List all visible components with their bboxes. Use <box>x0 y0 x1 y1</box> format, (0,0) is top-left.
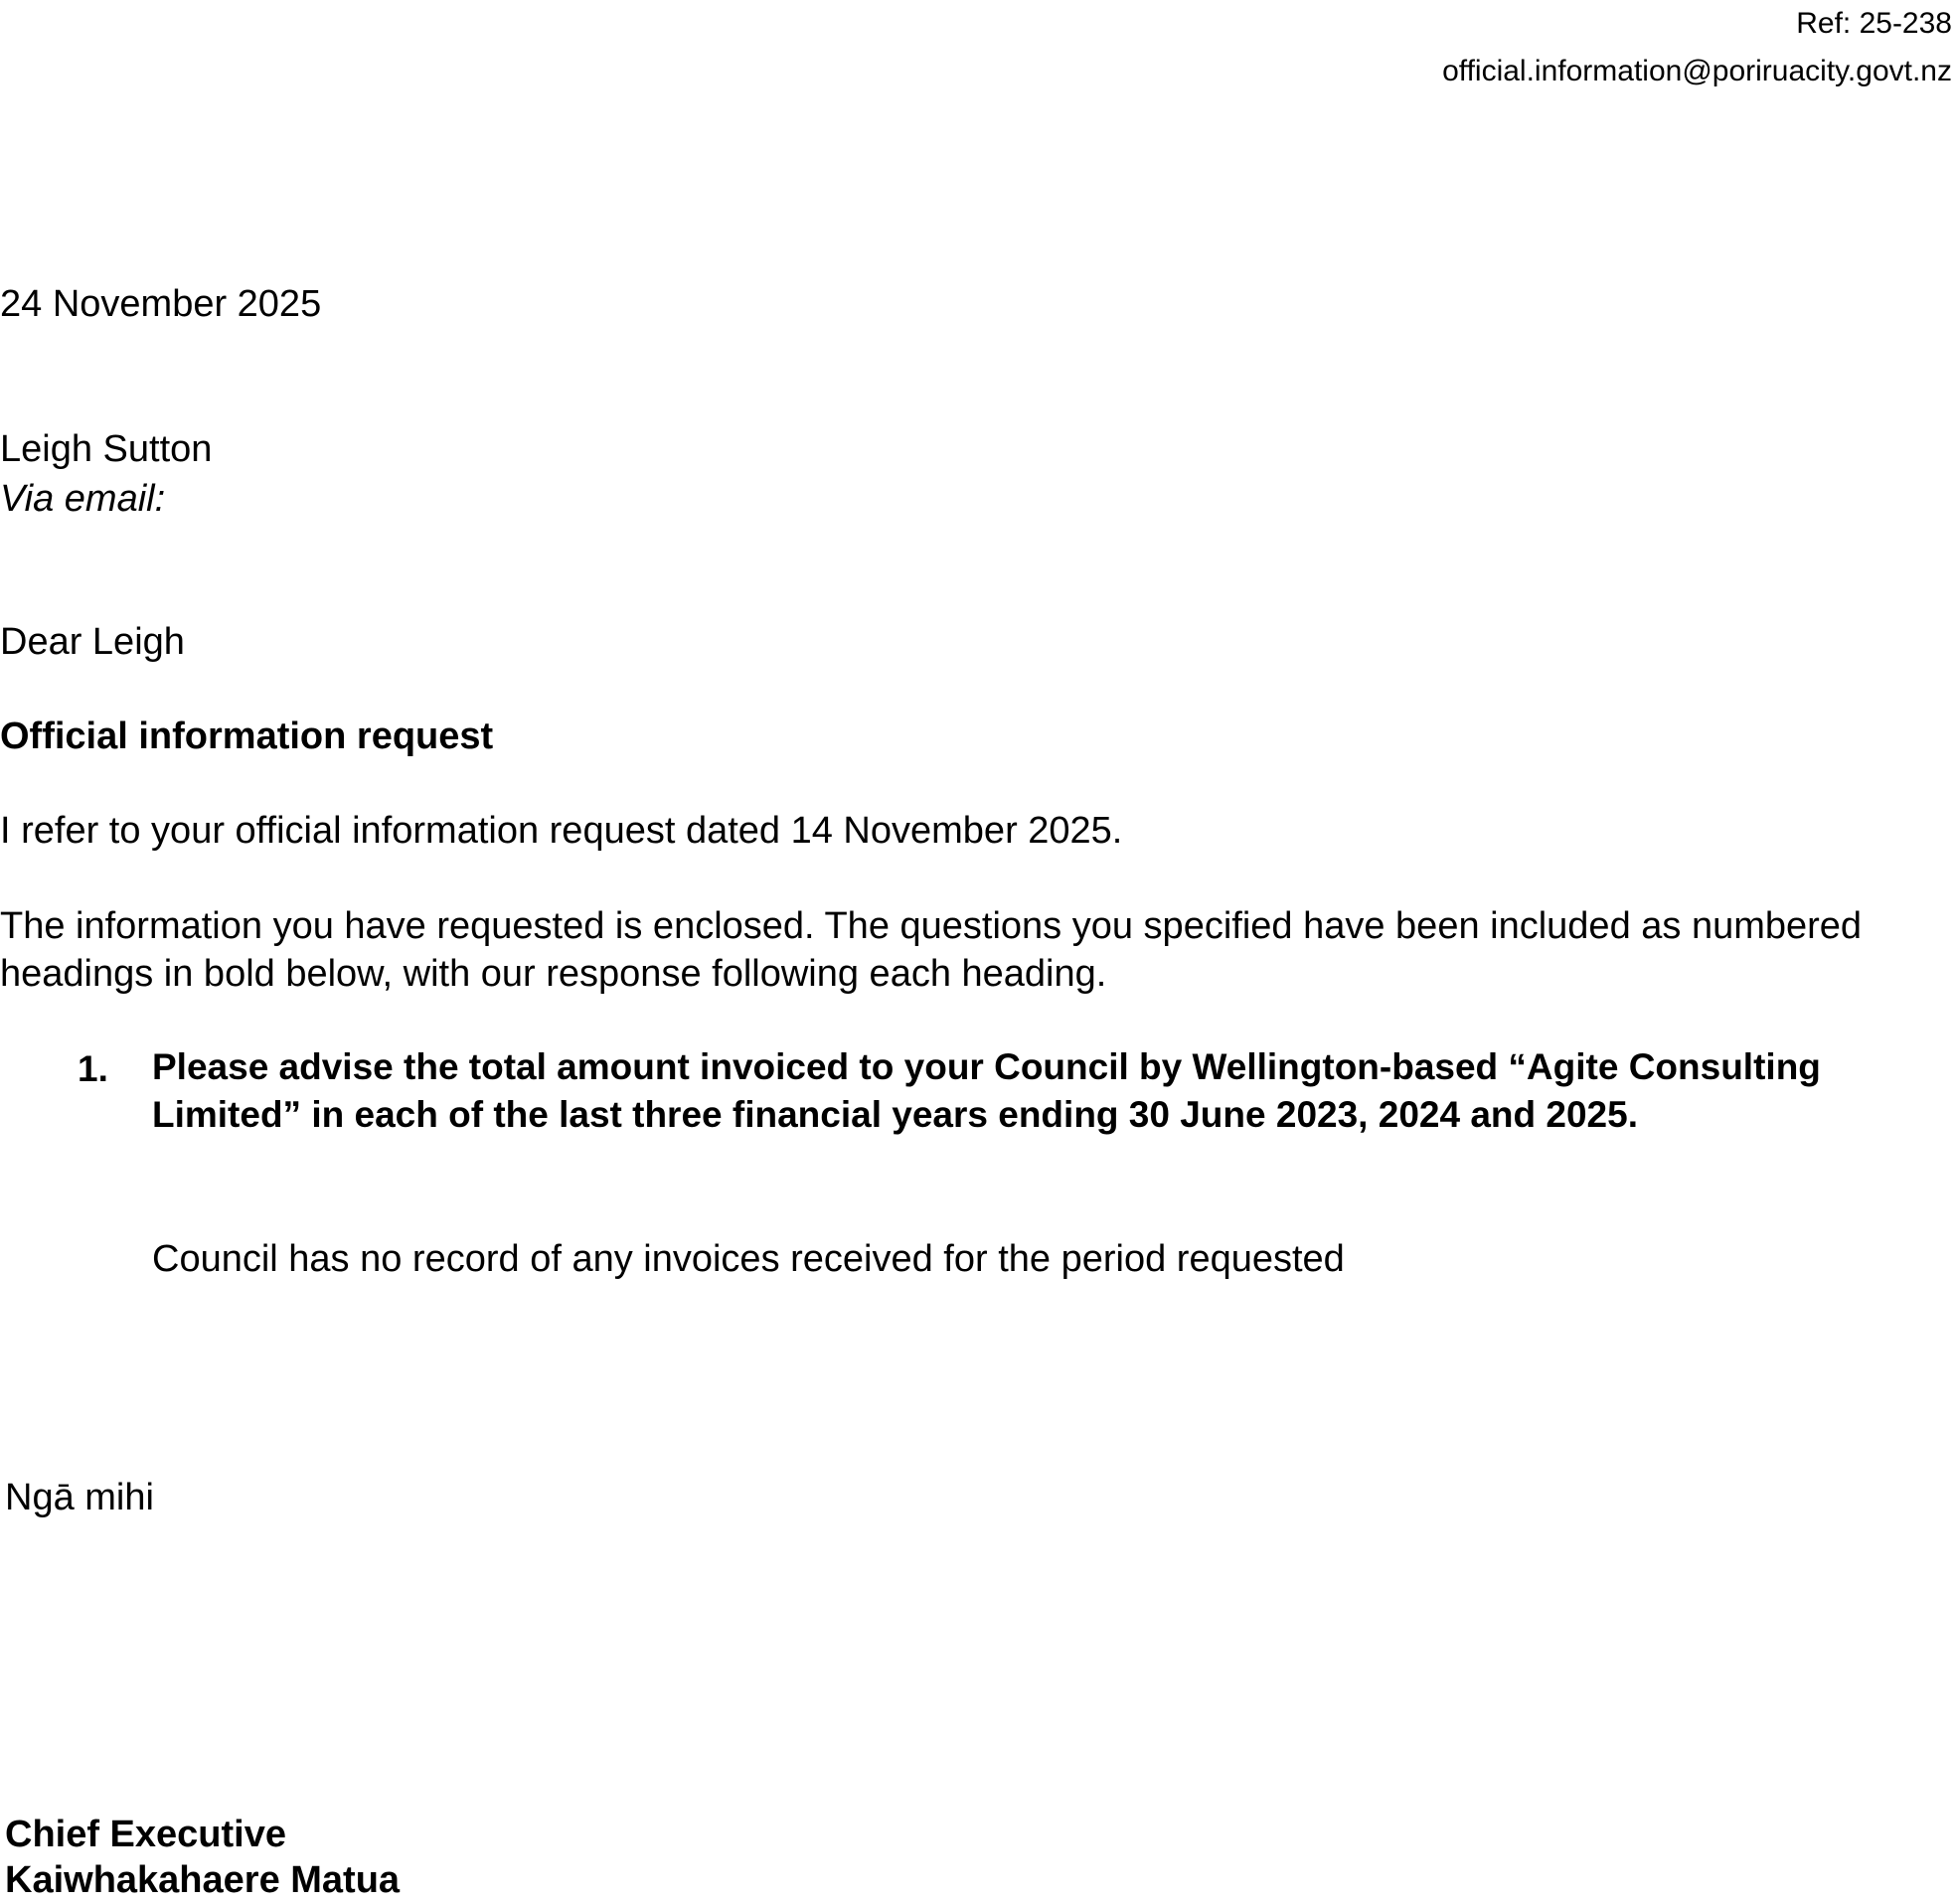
contact-email: official.information@poriruacity.govt.nz <box>1442 55 1952 87</box>
subject-heading: Official information request <box>0 715 494 757</box>
question-heading: Please advise the total amount invoiced to your Council by Wellington-based “Agite Consulting Limited” in each of the last three financial years ending 30 June 2023, 2024 and 2025. <box>152 1046 1821 1135</box>
salutation: Dear Leigh <box>0 621 185 663</box>
intro-paragraph: I refer to your official information request dated 14 November 2025. <box>0 810 1123 852</box>
signatory-title-maori: Kaiwhakahaere Matua <box>5 1859 401 1901</box>
question-number: 1. <box>78 1048 108 1089</box>
reference-number: Ref: 25-238 <box>1796 7 1952 40</box>
signatory-title: Chief Executive <box>5 1814 286 1855</box>
signoff: Ngā mihi <box>5 1477 154 1518</box>
letter-date: 24 November 2025 <box>0 283 322 325</box>
reference-block <box>1442 0 1952 95</box>
question-response: Council has no record of any invoices received for the period requested <box>152 1238 1345 1280</box>
recipient-name: Leigh Sutton <box>0 428 213 470</box>
body-paragraph: The information you have requested is enclosed. The questions you specified have been included as numbered headings in bold below, with our response following each heading. <box>0 905 1863 995</box>
recipient-via: Via email: <box>0 478 166 520</box>
